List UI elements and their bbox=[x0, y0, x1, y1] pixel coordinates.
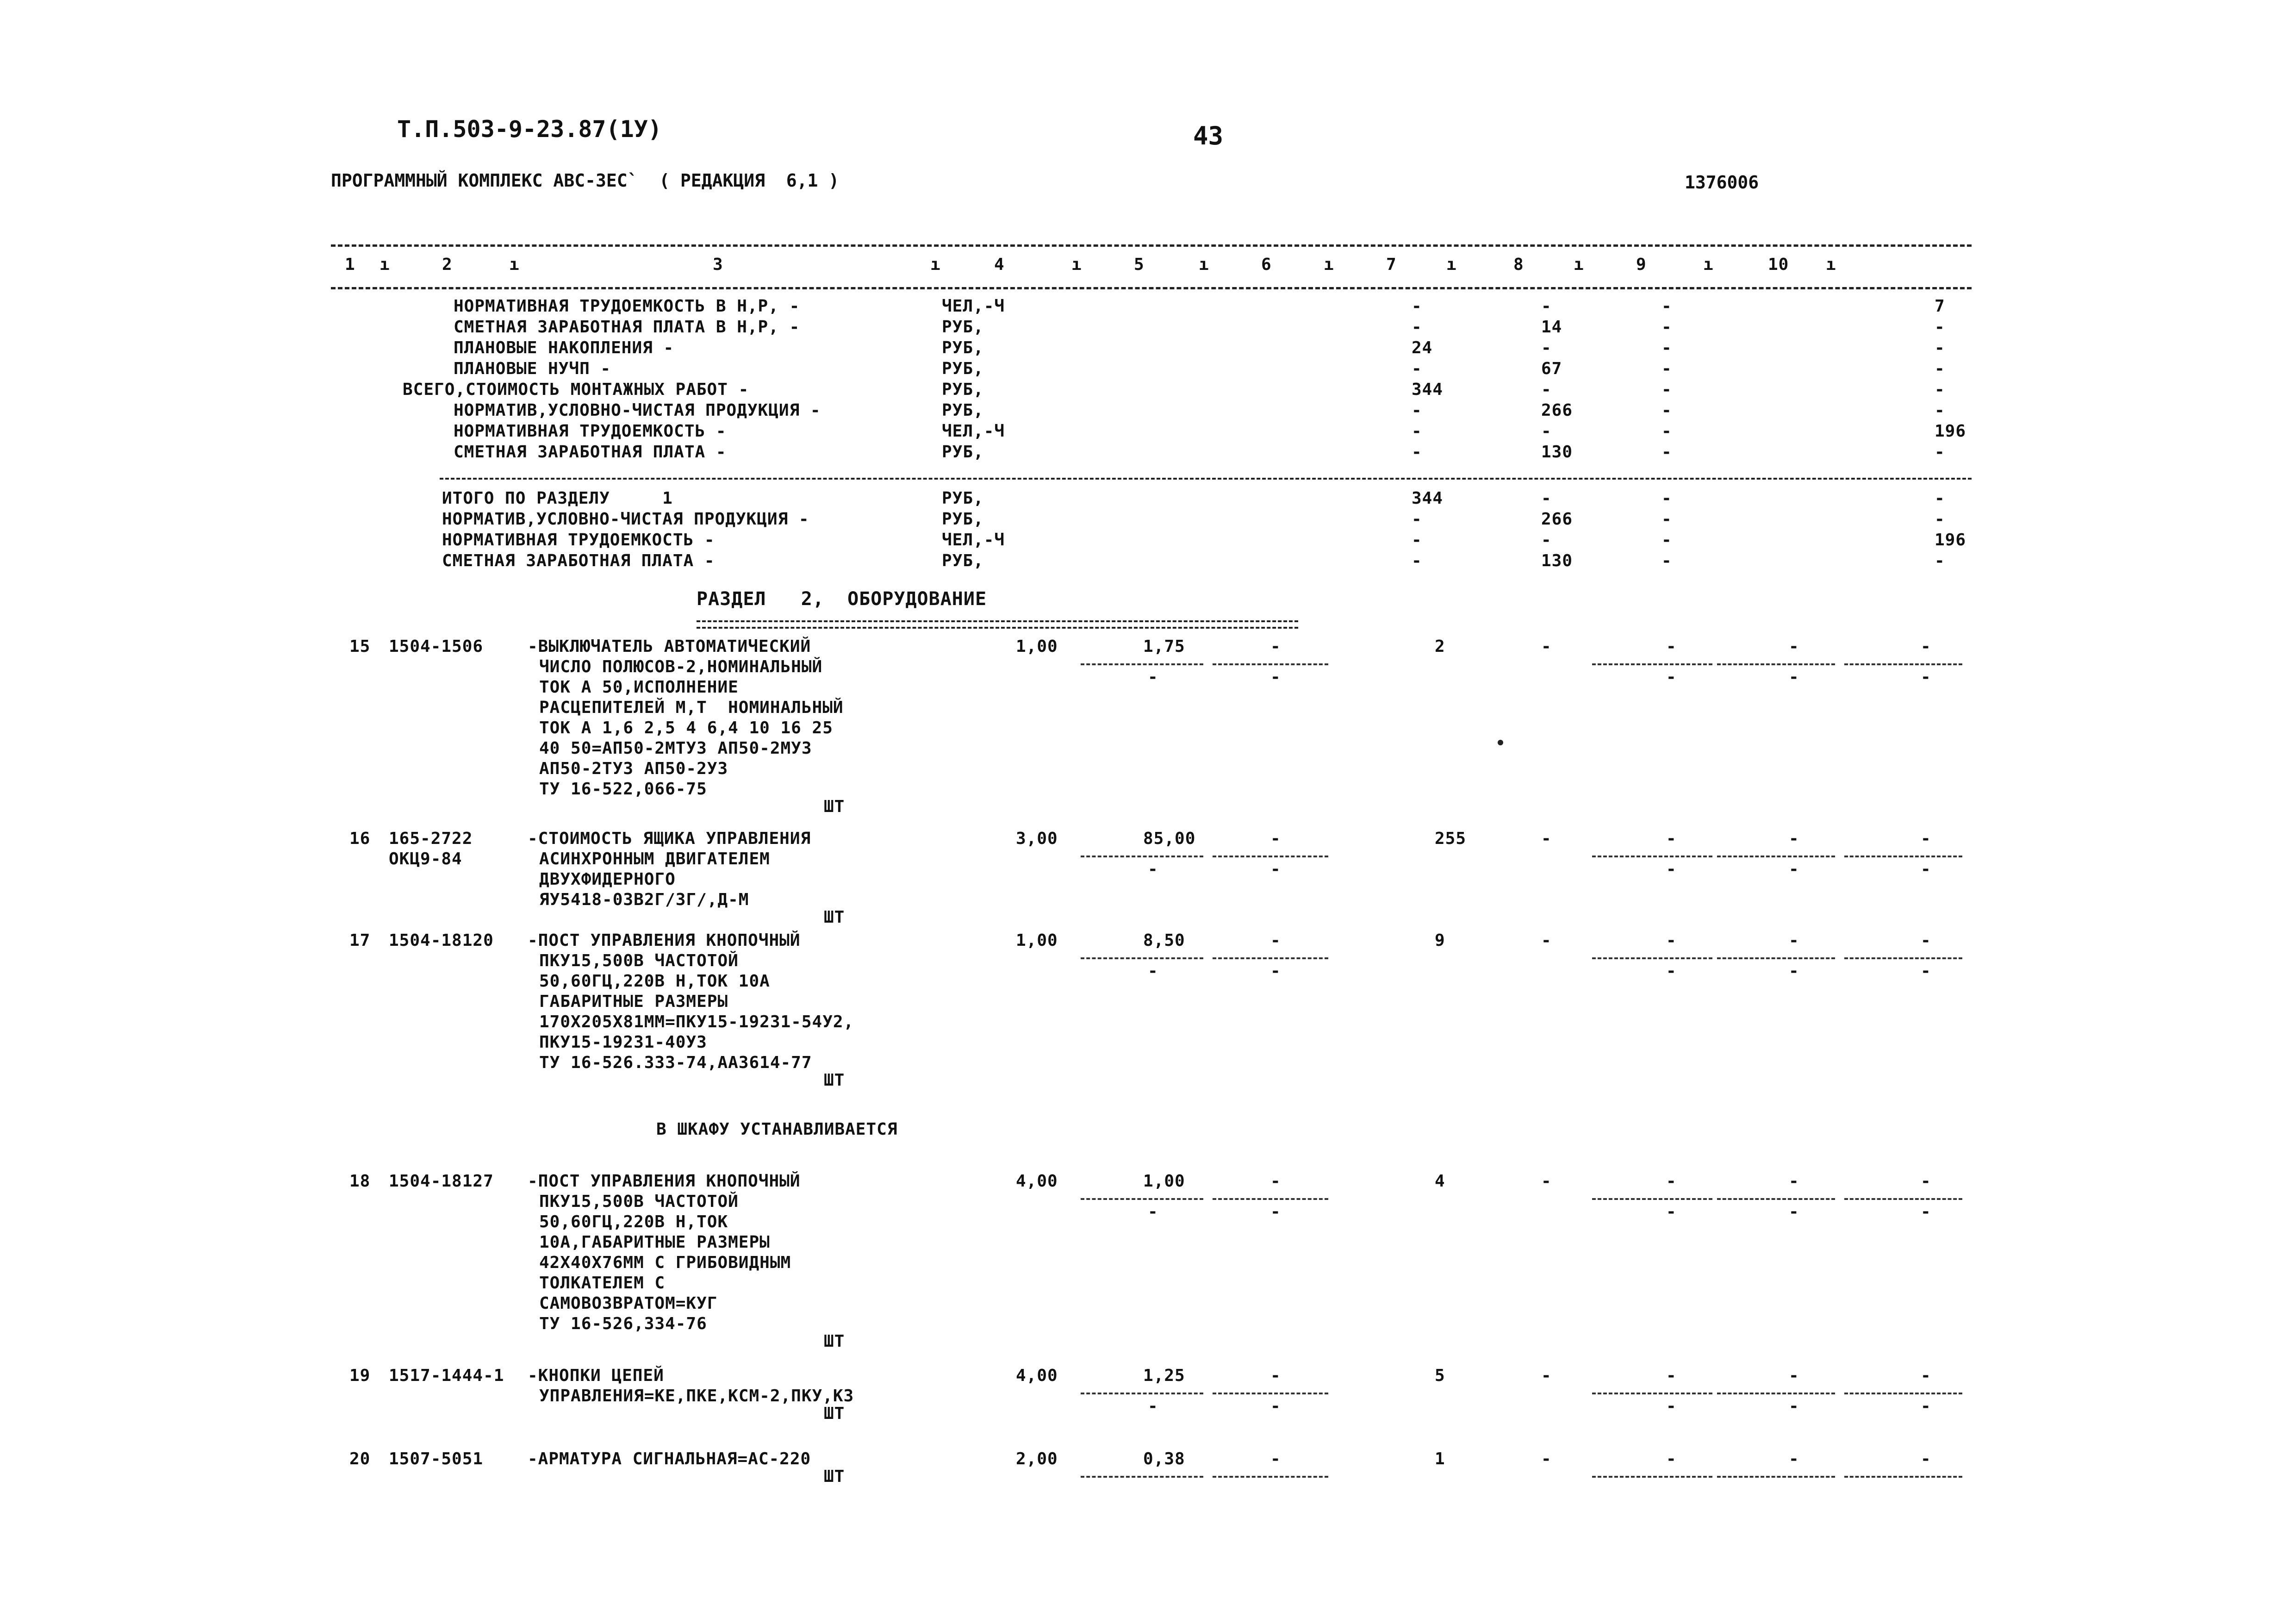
item-sub-dash: - bbox=[1666, 1202, 1677, 1221]
summary-col9: - bbox=[1661, 531, 1672, 550]
column-number: 5 bbox=[1134, 255, 1145, 274]
summary-unit: РУБ, bbox=[942, 401, 984, 420]
section-title: РАЗДЕЛ 2, ОБОРУДОВАНИЕ bbox=[697, 588, 987, 610]
summary-col9: - bbox=[1661, 338, 1672, 357]
document-code: Т.П.503-9-23.87(1У) bbox=[397, 116, 662, 143]
summary-col11: 7 bbox=[1935, 297, 1945, 316]
item-col8: - bbox=[1541, 1366, 1552, 1385]
item-description-line: ЧИСЛО ПОЛЮСОВ-2,НОМИНАЛЬНЫЙ bbox=[539, 657, 823, 676]
item-col9: - bbox=[1666, 637, 1677, 656]
item-col7: 255 bbox=[1435, 829, 1467, 848]
summary-col8: - bbox=[1541, 489, 1552, 508]
item-code: 165-2722 bbox=[389, 829, 473, 848]
column-number: 7 bbox=[1386, 255, 1397, 274]
section-title-underline bbox=[697, 620, 1298, 629]
item-sub-dash: - bbox=[1666, 962, 1677, 981]
item-subline-c9 bbox=[1592, 1393, 1712, 1394]
column-number: 9 bbox=[1636, 255, 1647, 274]
item-subline-mid bbox=[1213, 1393, 1328, 1394]
item-subline-left bbox=[1081, 1476, 1203, 1478]
item-col9: - bbox=[1666, 931, 1677, 950]
item-col10: - bbox=[1789, 637, 1799, 656]
column-separator: ı bbox=[1703, 255, 1714, 274]
item-subline-left bbox=[1081, 1198, 1203, 1200]
summary-label: СМЕТНАЯ ЗАРАБОТНАЯ ПЛАТА - bbox=[442, 551, 715, 570]
column-separator: ı bbox=[509, 255, 520, 274]
summary-col11: - bbox=[1935, 489, 1945, 508]
summary-col11: - bbox=[1935, 401, 1945, 420]
item-price: 0,38 bbox=[1143, 1449, 1185, 1468]
item-description-line: ПКУ15,500В ЧАСТОТОЙ bbox=[539, 1192, 739, 1211]
item-description-line: ГАБАРИТНЫЕ РАЗМЕРЫ bbox=[539, 992, 728, 1011]
summary-col8: - bbox=[1541, 380, 1552, 399]
summary-col7: - bbox=[1412, 551, 1422, 570]
column-number: 4 bbox=[994, 255, 1005, 274]
item-qty: 4,00 bbox=[1016, 1172, 1058, 1191]
item-description-line: ТУ 16-526,334-76 bbox=[539, 1314, 707, 1333]
item-description-line: УПРАВЛЕНИЯ=КЕ,ПКЕ,КСМ-2,ПКУ,КЗ bbox=[539, 1387, 854, 1405]
item-description-line: ТУ 16-526.333-74,АА3614-77 bbox=[539, 1053, 812, 1072]
item-subline-left bbox=[1081, 957, 1203, 959]
item-number: 16 bbox=[349, 829, 371, 848]
item-qty: 1,00 bbox=[1016, 931, 1058, 950]
item-description-line: 40 50=АП50-2МТУЗ АП50-2МУЗ bbox=[539, 739, 812, 758]
item-sub-dash: - bbox=[1148, 962, 1158, 981]
item-col7: 2 bbox=[1435, 637, 1445, 656]
summary-col7: - bbox=[1412, 422, 1422, 441]
summary-col7: 344 bbox=[1412, 489, 1444, 508]
item-unit: ШТ bbox=[824, 1404, 845, 1423]
item-col11: - bbox=[1921, 1366, 1931, 1385]
item-subline-c10 bbox=[1717, 957, 1835, 959]
summary-label: НОРМАТИВНАЯ ТРУДОЕМКОСТЬ В Н,Р, - bbox=[454, 297, 800, 316]
item-qty: 3,00 bbox=[1016, 829, 1058, 848]
header-bottom-rule bbox=[331, 287, 1972, 289]
item-sub-dash: - bbox=[1789, 668, 1799, 687]
summary-col7: - bbox=[1412, 318, 1422, 337]
column-separator: ı bbox=[1071, 255, 1082, 274]
item-code: 1504-18127 bbox=[389, 1172, 494, 1191]
item-description-line: -ПОСТ УПРАВЛЕНИЯ КНОПОЧНЫЙ bbox=[528, 931, 801, 950]
summary-col11: - bbox=[1935, 380, 1945, 399]
program-title: ПРОГРАММНЫЙ КОМПЛЕКС АВС-ЗЕС` ( РЕДАКЦИЯ 6,1 ) bbox=[331, 170, 840, 191]
summary-unit: РУБ, bbox=[942, 443, 984, 462]
item-sub-dash: - bbox=[1666, 1397, 1677, 1416]
item-description-line: РАСЦЕПИТЕЛЕЙ М,Т НОМИНАЛЬНЫЙ bbox=[539, 698, 844, 717]
item-col10: - bbox=[1789, 1449, 1799, 1468]
summary-unit: РУБ, bbox=[942, 338, 984, 357]
item-code: 1507-5051 bbox=[389, 1449, 484, 1468]
item-col8: - bbox=[1541, 931, 1552, 950]
item-sub-dash: - bbox=[1789, 860, 1799, 879]
summary-unit: РУБ, bbox=[942, 380, 984, 399]
item-description-line: ПКУ15-19231-40УЗ bbox=[539, 1033, 707, 1052]
summary-col11: - bbox=[1935, 318, 1945, 337]
item-price: 1,00 bbox=[1143, 1172, 1185, 1191]
item-description-line: ТОК А 1,6 2,5 4 6,4 10 16 25 bbox=[539, 718, 833, 737]
item-subline-c11 bbox=[1844, 663, 1962, 665]
item-col11: - bbox=[1921, 931, 1931, 950]
summary-col8: - bbox=[1541, 297, 1552, 316]
summary-label: НОРМАТИВНАЯ ТРУДОЕМКОСТЬ - bbox=[442, 531, 715, 550]
item-number: 19 bbox=[349, 1366, 371, 1385]
summary-col8: 130 bbox=[1541, 443, 1573, 462]
item-description-line: ТОЛКАТЕЛЕМ С bbox=[539, 1274, 666, 1293]
item-subline-c11 bbox=[1844, 1198, 1962, 1200]
item-description-line: САМОВОЗВРАТОМ=КУГ bbox=[539, 1294, 718, 1313]
item-unit: ШТ bbox=[824, 797, 845, 816]
item-col9: - bbox=[1666, 1172, 1677, 1191]
item-code: 1504-18120 bbox=[389, 931, 494, 950]
item-number: 17 bbox=[349, 931, 371, 950]
item-col9: - bbox=[1666, 829, 1677, 848]
item-subline-c10 bbox=[1717, 1476, 1835, 1478]
item-sub-dash: - bbox=[1921, 668, 1931, 687]
summary-label: ПЛАНОВЫЕ НУЧП - bbox=[454, 359, 611, 378]
column-separator: ı bbox=[1324, 255, 1334, 274]
item-col9: - bbox=[1666, 1449, 1677, 1468]
item-col8: - bbox=[1541, 637, 1552, 656]
item-unit: ШТ bbox=[824, 1071, 845, 1090]
item-sub-dash: - bbox=[1148, 860, 1158, 879]
summary-col9: - bbox=[1661, 443, 1672, 462]
summary-unit: РУБ, bbox=[942, 551, 984, 570]
item-col7: 9 bbox=[1435, 931, 1445, 950]
item-qty: 4,00 bbox=[1016, 1366, 1058, 1385]
column-separator: ı bbox=[1574, 255, 1584, 274]
column-separator: ı bbox=[380, 255, 390, 274]
item-description-line: -АРМАТУРА СИГНАЛЬНАЯ=АС-220 bbox=[528, 1449, 811, 1468]
column-number: 10 bbox=[1768, 255, 1789, 274]
summary-col7: - bbox=[1412, 359, 1422, 378]
item-subline-c9 bbox=[1592, 663, 1712, 665]
summary-col11: 196 bbox=[1935, 422, 1966, 441]
item-description-line: 50,60ГЦ,220В Н,ТОК bbox=[539, 1212, 728, 1231]
summary-col9: - bbox=[1661, 401, 1672, 420]
summary-col8: 266 bbox=[1541, 401, 1573, 420]
item-description-line: АСИНХРОННЫМ ДВИГАТЕЛЕМ bbox=[539, 849, 770, 868]
summary-unit: РУБ, bbox=[942, 510, 984, 529]
column-separator: ı bbox=[1826, 255, 1836, 274]
item-subline-c11 bbox=[1844, 856, 1962, 857]
item-price: 85,00 bbox=[1143, 829, 1196, 848]
column-number: 1 bbox=[345, 255, 355, 274]
ink-dot bbox=[1498, 740, 1503, 745]
item-subline-left bbox=[1081, 663, 1203, 665]
item-sub-dash: - bbox=[1270, 1397, 1281, 1416]
summary-label: ВСЕГО,СТОИМОСТЬ МОНТАЖНЫХ РАБОТ - bbox=[403, 380, 749, 399]
summary-col8: 266 bbox=[1541, 510, 1573, 529]
summary-unit: РУБ, bbox=[942, 318, 984, 337]
item-col10: - bbox=[1789, 931, 1799, 950]
item-sub-dash: - bbox=[1148, 1202, 1158, 1221]
summary-col9: - bbox=[1661, 297, 1672, 316]
item-col7: 1 bbox=[1435, 1449, 1445, 1468]
item-subline-mid bbox=[1213, 1198, 1328, 1200]
column-separator: ı bbox=[1446, 255, 1457, 274]
item-col11: - bbox=[1921, 829, 1931, 848]
item-price: 1,25 bbox=[1143, 1366, 1185, 1385]
item-subline-c10 bbox=[1717, 1393, 1835, 1394]
document-id: 1376006 bbox=[1685, 172, 1759, 193]
summary-col11: - bbox=[1935, 338, 1945, 357]
item-sub-dash: - bbox=[1921, 1202, 1931, 1221]
item-unit: ШТ bbox=[824, 908, 845, 927]
item-subline-c9 bbox=[1592, 1476, 1712, 1478]
summary-col11: - bbox=[1935, 551, 1945, 570]
column-separator: ı bbox=[1199, 255, 1209, 274]
item-sub-dash: - bbox=[1789, 1397, 1799, 1416]
summary-col7: 24 bbox=[1412, 338, 1433, 357]
summary-col8: 130 bbox=[1541, 551, 1573, 570]
item-number: 20 bbox=[349, 1449, 371, 1468]
summary-col7: - bbox=[1412, 510, 1422, 529]
column-number: 6 bbox=[1261, 255, 1272, 274]
item-description-line: 170Х205Х81ММ=ПКУ15-19231-54У2, bbox=[539, 1012, 854, 1031]
summary-col9: - bbox=[1661, 422, 1672, 441]
summary-label: НОРМАТИВНАЯ ТРУДОЕМКОСТЬ - bbox=[454, 422, 727, 441]
item-unit: ШТ bbox=[824, 1467, 845, 1486]
item-sub-dash: - bbox=[1789, 1202, 1799, 1221]
item-col8: - bbox=[1541, 829, 1552, 848]
summary-col8: 67 bbox=[1541, 359, 1562, 378]
summary-col11: 196 bbox=[1935, 531, 1966, 550]
summary-col9: - bbox=[1661, 359, 1672, 378]
summary-col9: - bbox=[1661, 380, 1672, 399]
item-subline-c11 bbox=[1844, 1476, 1962, 1478]
item-sub-dash: - bbox=[1921, 860, 1931, 879]
item-sub-dash: - bbox=[1666, 860, 1677, 879]
item-col6: - bbox=[1270, 637, 1281, 656]
item-qty: 2,00 bbox=[1016, 1449, 1058, 1468]
item-col6: - bbox=[1270, 1172, 1281, 1191]
item-code: 1504-1506 bbox=[389, 637, 484, 656]
item-description-line: -КНОПКИ ЦЕПЕЙ bbox=[528, 1366, 664, 1385]
item-number: 15 bbox=[349, 637, 371, 656]
summary-col9: - bbox=[1661, 551, 1672, 570]
summary-col8: - bbox=[1541, 422, 1552, 441]
item-subline-mid bbox=[1213, 1476, 1328, 1478]
item-code: 1517-1444-1 bbox=[389, 1366, 504, 1385]
item-qty: 1,00 bbox=[1016, 637, 1058, 656]
header-top-rule bbox=[331, 244, 1972, 247]
item-description-line: ТУ 16-522,066-75 bbox=[539, 780, 707, 799]
column-number: 2 bbox=[442, 255, 453, 274]
item-subline-mid bbox=[1213, 957, 1328, 959]
summary-label: НОРМАТИВ,УСЛОВНО-ЧИСТАЯ ПРОДУКЦИЯ - bbox=[442, 510, 809, 529]
item-subline-left bbox=[1081, 1393, 1203, 1394]
summary-unit: РУБ, bbox=[942, 359, 984, 378]
item-description-line: 10А,ГАБАРИТНЫЕ РАЗМЕРЫ bbox=[539, 1233, 770, 1252]
item-sub-dash: - bbox=[1921, 1397, 1931, 1416]
item-col6: - bbox=[1270, 1366, 1281, 1385]
item-sub-dash: - bbox=[1270, 668, 1281, 687]
summary-col9: - bbox=[1661, 318, 1672, 337]
item-col6: - bbox=[1270, 829, 1281, 848]
item-col8: - bbox=[1541, 1449, 1552, 1468]
item-description-line: ПКУ15,500В ЧАСТОТОЙ bbox=[539, 951, 739, 970]
item-description-line: 50,60ГЦ,220В Н,ТОК 10А bbox=[539, 972, 770, 991]
item-subline-c10 bbox=[1717, 856, 1835, 857]
column-separator: ı bbox=[930, 255, 941, 274]
item-sub-dash: - bbox=[1270, 962, 1281, 981]
summary-separator bbox=[440, 478, 1972, 480]
summary-label: НОРМАТИВ,УСЛОВНО-ЧИСТАЯ ПРОДУКЦИЯ - bbox=[454, 401, 821, 420]
item-subline-c9 bbox=[1592, 957, 1712, 959]
summary-col8: 14 bbox=[1541, 318, 1562, 337]
summary-label: СМЕТНАЯ ЗАРАБОТНАЯ ПЛАТА - bbox=[454, 443, 727, 462]
item-sub-dash: - bbox=[1270, 1202, 1281, 1221]
item-price: 8,50 bbox=[1143, 931, 1185, 950]
item-col10: - bbox=[1789, 1366, 1799, 1385]
item-subline-c10 bbox=[1717, 663, 1835, 665]
item-description-line: 42Х40Х76ММ С ГРИБОВИДНЫМ bbox=[539, 1253, 791, 1272]
item-description-line: АП50-2ТУЗ АП50-2УЗ bbox=[539, 759, 728, 778]
item-col10: - bbox=[1789, 1172, 1799, 1191]
item-subline-c9 bbox=[1592, 856, 1712, 857]
summary-col11: - bbox=[1935, 443, 1945, 462]
item-sub-dash: - bbox=[1666, 668, 1677, 687]
item-subline-mid bbox=[1213, 663, 1328, 665]
item-col11: - bbox=[1921, 1172, 1931, 1191]
summary-col11: - bbox=[1935, 359, 1945, 378]
item-col11: - bbox=[1921, 1449, 1931, 1468]
item-price: 1,75 bbox=[1143, 637, 1185, 656]
item-sub-dash: - bbox=[1270, 860, 1281, 879]
summary-col11: - bbox=[1935, 510, 1945, 529]
item-sub-dash: - bbox=[1789, 962, 1799, 981]
item-subline-c11 bbox=[1844, 957, 1962, 959]
summary-unit: ЧЕЛ,-Ч bbox=[942, 297, 1005, 316]
item-unit: ШТ bbox=[824, 1332, 845, 1351]
item-col7: 4 bbox=[1435, 1172, 1445, 1191]
item-subline-c9 bbox=[1592, 1198, 1712, 1200]
item-description-line: ДВУХФИДЕРНОГО bbox=[539, 870, 676, 889]
summary-col7: - bbox=[1412, 443, 1422, 462]
item-col6: - bbox=[1270, 931, 1281, 950]
summary-label: ИТОГО ПО РАЗДЕЛУ 1 bbox=[442, 489, 673, 508]
item-subline-c11 bbox=[1844, 1393, 1962, 1394]
column-number: 8 bbox=[1513, 255, 1524, 274]
summary-col9: - bbox=[1661, 510, 1672, 529]
summary-col8: - bbox=[1541, 338, 1552, 357]
item-description-line: -СТОИМОСТЬ ЯЩИКА УПРАВЛЕНИЯ bbox=[528, 829, 811, 848]
item-col6: - bbox=[1270, 1449, 1281, 1468]
summary-unit: РУБ, bbox=[942, 489, 984, 508]
item-sub-dash: - bbox=[1148, 668, 1158, 687]
summary-col7: - bbox=[1412, 297, 1422, 316]
item-description-line: -ПОСТ УПРАВЛЕНИЯ КНОПОЧНЫЙ bbox=[528, 1172, 801, 1191]
item-sub-dash: - bbox=[1921, 962, 1931, 981]
cabinet-note: В ШКАФУ УСТАНАВЛИВАЕТСЯ bbox=[656, 1120, 898, 1139]
item-col10: - bbox=[1789, 829, 1799, 848]
summary-label: ПЛАНОВЫЕ НАКОПЛЕНИЯ - bbox=[454, 338, 674, 357]
item-description-line: -ВЫКЛЮЧАТЕЛЬ АВТОМАТИЧЕСКИЙ bbox=[528, 637, 811, 656]
summary-col9: - bbox=[1661, 489, 1672, 508]
item-description-line: ТОК А 50,ИСПОЛНЕНИЕ bbox=[539, 678, 739, 697]
column-number: 3 bbox=[713, 255, 723, 274]
summary-col7: - bbox=[1412, 531, 1422, 550]
item-col9: - bbox=[1666, 1366, 1677, 1385]
item-subline-left bbox=[1081, 856, 1203, 857]
item-description-line: ЯУ5418-03В2Г/3Г/,Д-М bbox=[539, 890, 749, 909]
summary-col8: - bbox=[1541, 531, 1552, 550]
item-code-secondary: ОКЦ9-84 bbox=[389, 849, 462, 868]
summary-unit: ЧЕЛ,-Ч bbox=[942, 422, 1005, 441]
item-number: 18 bbox=[349, 1172, 371, 1191]
page-number: 43 bbox=[1193, 121, 1224, 150]
summary-unit: ЧЕЛ,-Ч bbox=[942, 531, 1005, 550]
item-col11: - bbox=[1921, 637, 1931, 656]
item-col8: - bbox=[1541, 1172, 1552, 1191]
item-subline-mid bbox=[1213, 856, 1328, 857]
summary-label: СМЕТНАЯ ЗАРАБОТНАЯ ПЛАТА В Н,Р, - bbox=[454, 318, 800, 337]
summary-col7: 344 bbox=[1412, 380, 1444, 399]
item-col7: 5 bbox=[1435, 1366, 1445, 1385]
summary-col7: - bbox=[1412, 401, 1422, 420]
item-sub-dash: - bbox=[1148, 1397, 1158, 1416]
item-subline-c10 bbox=[1717, 1198, 1835, 1200]
